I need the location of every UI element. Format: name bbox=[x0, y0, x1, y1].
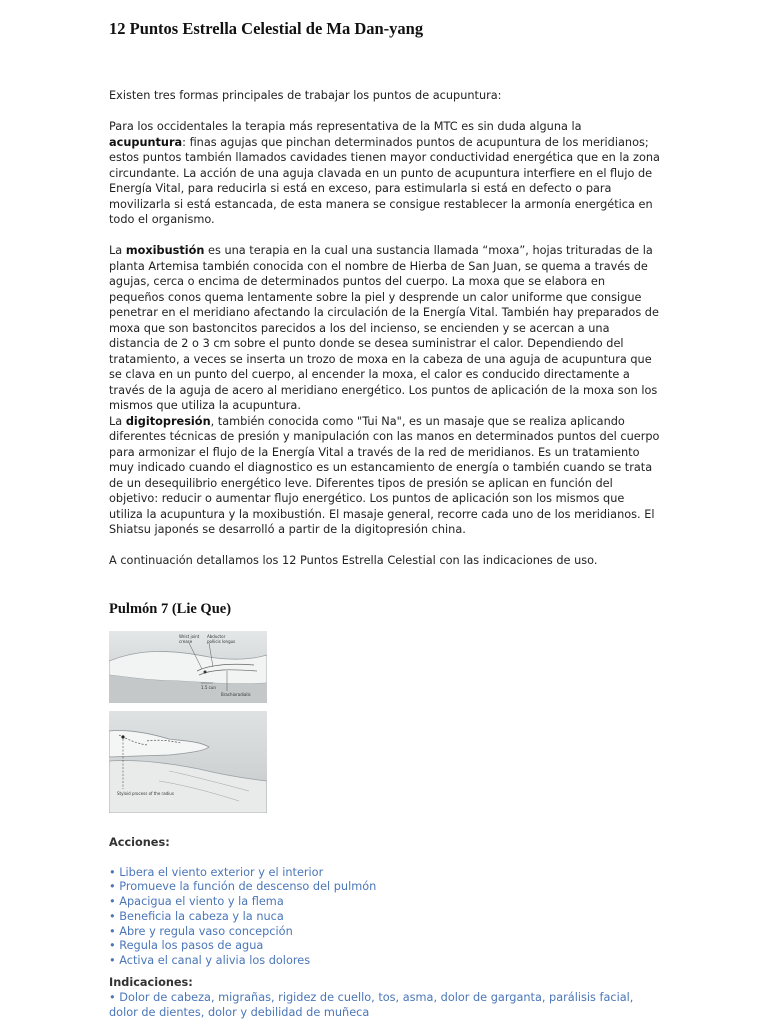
acciones-list bbox=[109, 866, 661, 970]
acciones-label: Acciones: bbox=[109, 835, 170, 849]
list-item: • Apacigua el viento y la flema bbox=[109, 895, 284, 909]
acupuntura-term: acupuntura bbox=[109, 135, 183, 149]
label-abductor-pollicis: Abductor pollicis longus bbox=[207, 633, 236, 644]
hand-illustration bbox=[109, 711, 267, 813]
list-item: • Libera el viento exterior y el interior bbox=[109, 865, 324, 879]
label-cun: 1.5 cun bbox=[201, 684, 216, 690]
digitopresion-term: digitopresión bbox=[125, 414, 211, 428]
list-item: • Abre y regula vaso concepción bbox=[109, 924, 293, 938]
label-styloid-process: Styloid process of the radius bbox=[117, 790, 174, 796]
page-title: 12 Puntos Estrella Celestial de Ma Dan-yang bbox=[109, 19, 424, 38]
moxibustion-paragraph: La moxibustión es una terapia en la cual una sustancia llamada “moxa”, hojas trituradas de la planta Artemisa también conocida con el nombre de Hierba de San Juan, se quema a través de agujas, cerca o encima de determinados puntos del cuerpo. La moxa que se elabora en pequeños conos quema lentamente sobre la piel y desprende un calor uniforme que consigue penetrar en el meridiano afectando la circulación de la Energía Vital. También hay preparados de moxa que son bastoncitos parecidos a los del incienso, se encienden y se acercan a una distancia de 2 o 3 cm sobre el punto donde se desea suministrar el calor. Dependiendo del tratamiento, a veces se inserta un trozo de moxa en la cabeza de una aguja de acupuntura que se clava en un punto del cuerpo, al encender la moxa, el calor es conducido directamente a través de la aguja de acero al meridiano energético. Los puntos de aplicación de la moxa son los mismos que utiliza la acupuntura. bbox=[109, 244, 659, 412]
label-brachioradialis: Brachioradialis bbox=[221, 691, 251, 697]
list-item: • Activa el canal y alivia los dolores bbox=[109, 954, 311, 968]
moxibustion-term: moxibustión bbox=[125, 244, 205, 257]
acupuntura-paragraph: Para los occidentales la terapia más representativa de la MTC es sin duda alguna la acupuntura: finas agujas que pinchan determinados puntos de acupuntura de los meridianos; estos puntos también llamados cavidades tienen mayor conductividad energética que en la zona circundante. La acción de una aguja clavada en un punto de acupuntura interfiere en el flujo de Energía Vital, para reducirla si está en exceso, para estimularla si está en defecto o para movilizarla si está estancada, de esta manera se consigue restablecer la armonía energética en todo el organismo. bbox=[109, 120, 660, 226]
label-wrist-joint-crease: Wrist joint crease bbox=[179, 633, 200, 644]
document-page bbox=[109, 18, 661, 1020]
wrist-anatomy-image bbox=[109, 631, 267, 703]
digitopresion-paragraph: La digitopresión, también conocida como "Tui Na", es un masaje que se realiza aplicando diferentes técnicas de presión y manipulación con las manos en determinados puntos del cuerpo para armonizar el flujo de la Energía Vital a través de la red de meridianos. Es un tratamiento muy indicado cuando el diagnostico es un estancamiento de energía o también cuando se trata de un desequilibrio energético leve. Diferentes tipos de presión se aplican en función del objetivo: reducir o aumentar flujo energético. Los puntos de aplicación son los mismos que utiliza la acupuntura y la moxibustión. El masaje general, recorre cada uno de los meridianos. El Shiatsu japonés se desarrolló a partir de la digitopresión china. bbox=[109, 414, 660, 536]
indicaciones-text: • Dolor de cabeza, migrañas, rigidez de cuello, tos, asma, dolor de garganta, parálisis facial, dolor de dientes, dolor y debilidad de muñeca bbox=[109, 991, 634, 1020]
point-heading: Pulmón 7 (Lie Que) bbox=[109, 600, 232, 617]
list-item: • Beneficia la cabeza y la nuca bbox=[109, 909, 284, 923]
indicaciones-label: Indicaciones: bbox=[109, 976, 193, 990]
hand-anatomy-image bbox=[109, 711, 267, 813]
intro-paragraph: Existen tres formas principales de trabajar los puntos de acupuntura: bbox=[109, 89, 502, 102]
continuation-paragraph: A continuación detallamos los 12 Puntos Estrella Celestial con las indicaciones de uso. bbox=[109, 554, 598, 567]
list-item: • Promueve la función de descenso del pulmón bbox=[109, 880, 377, 894]
list-item: • Regula los pasos de agua bbox=[109, 939, 264, 953]
